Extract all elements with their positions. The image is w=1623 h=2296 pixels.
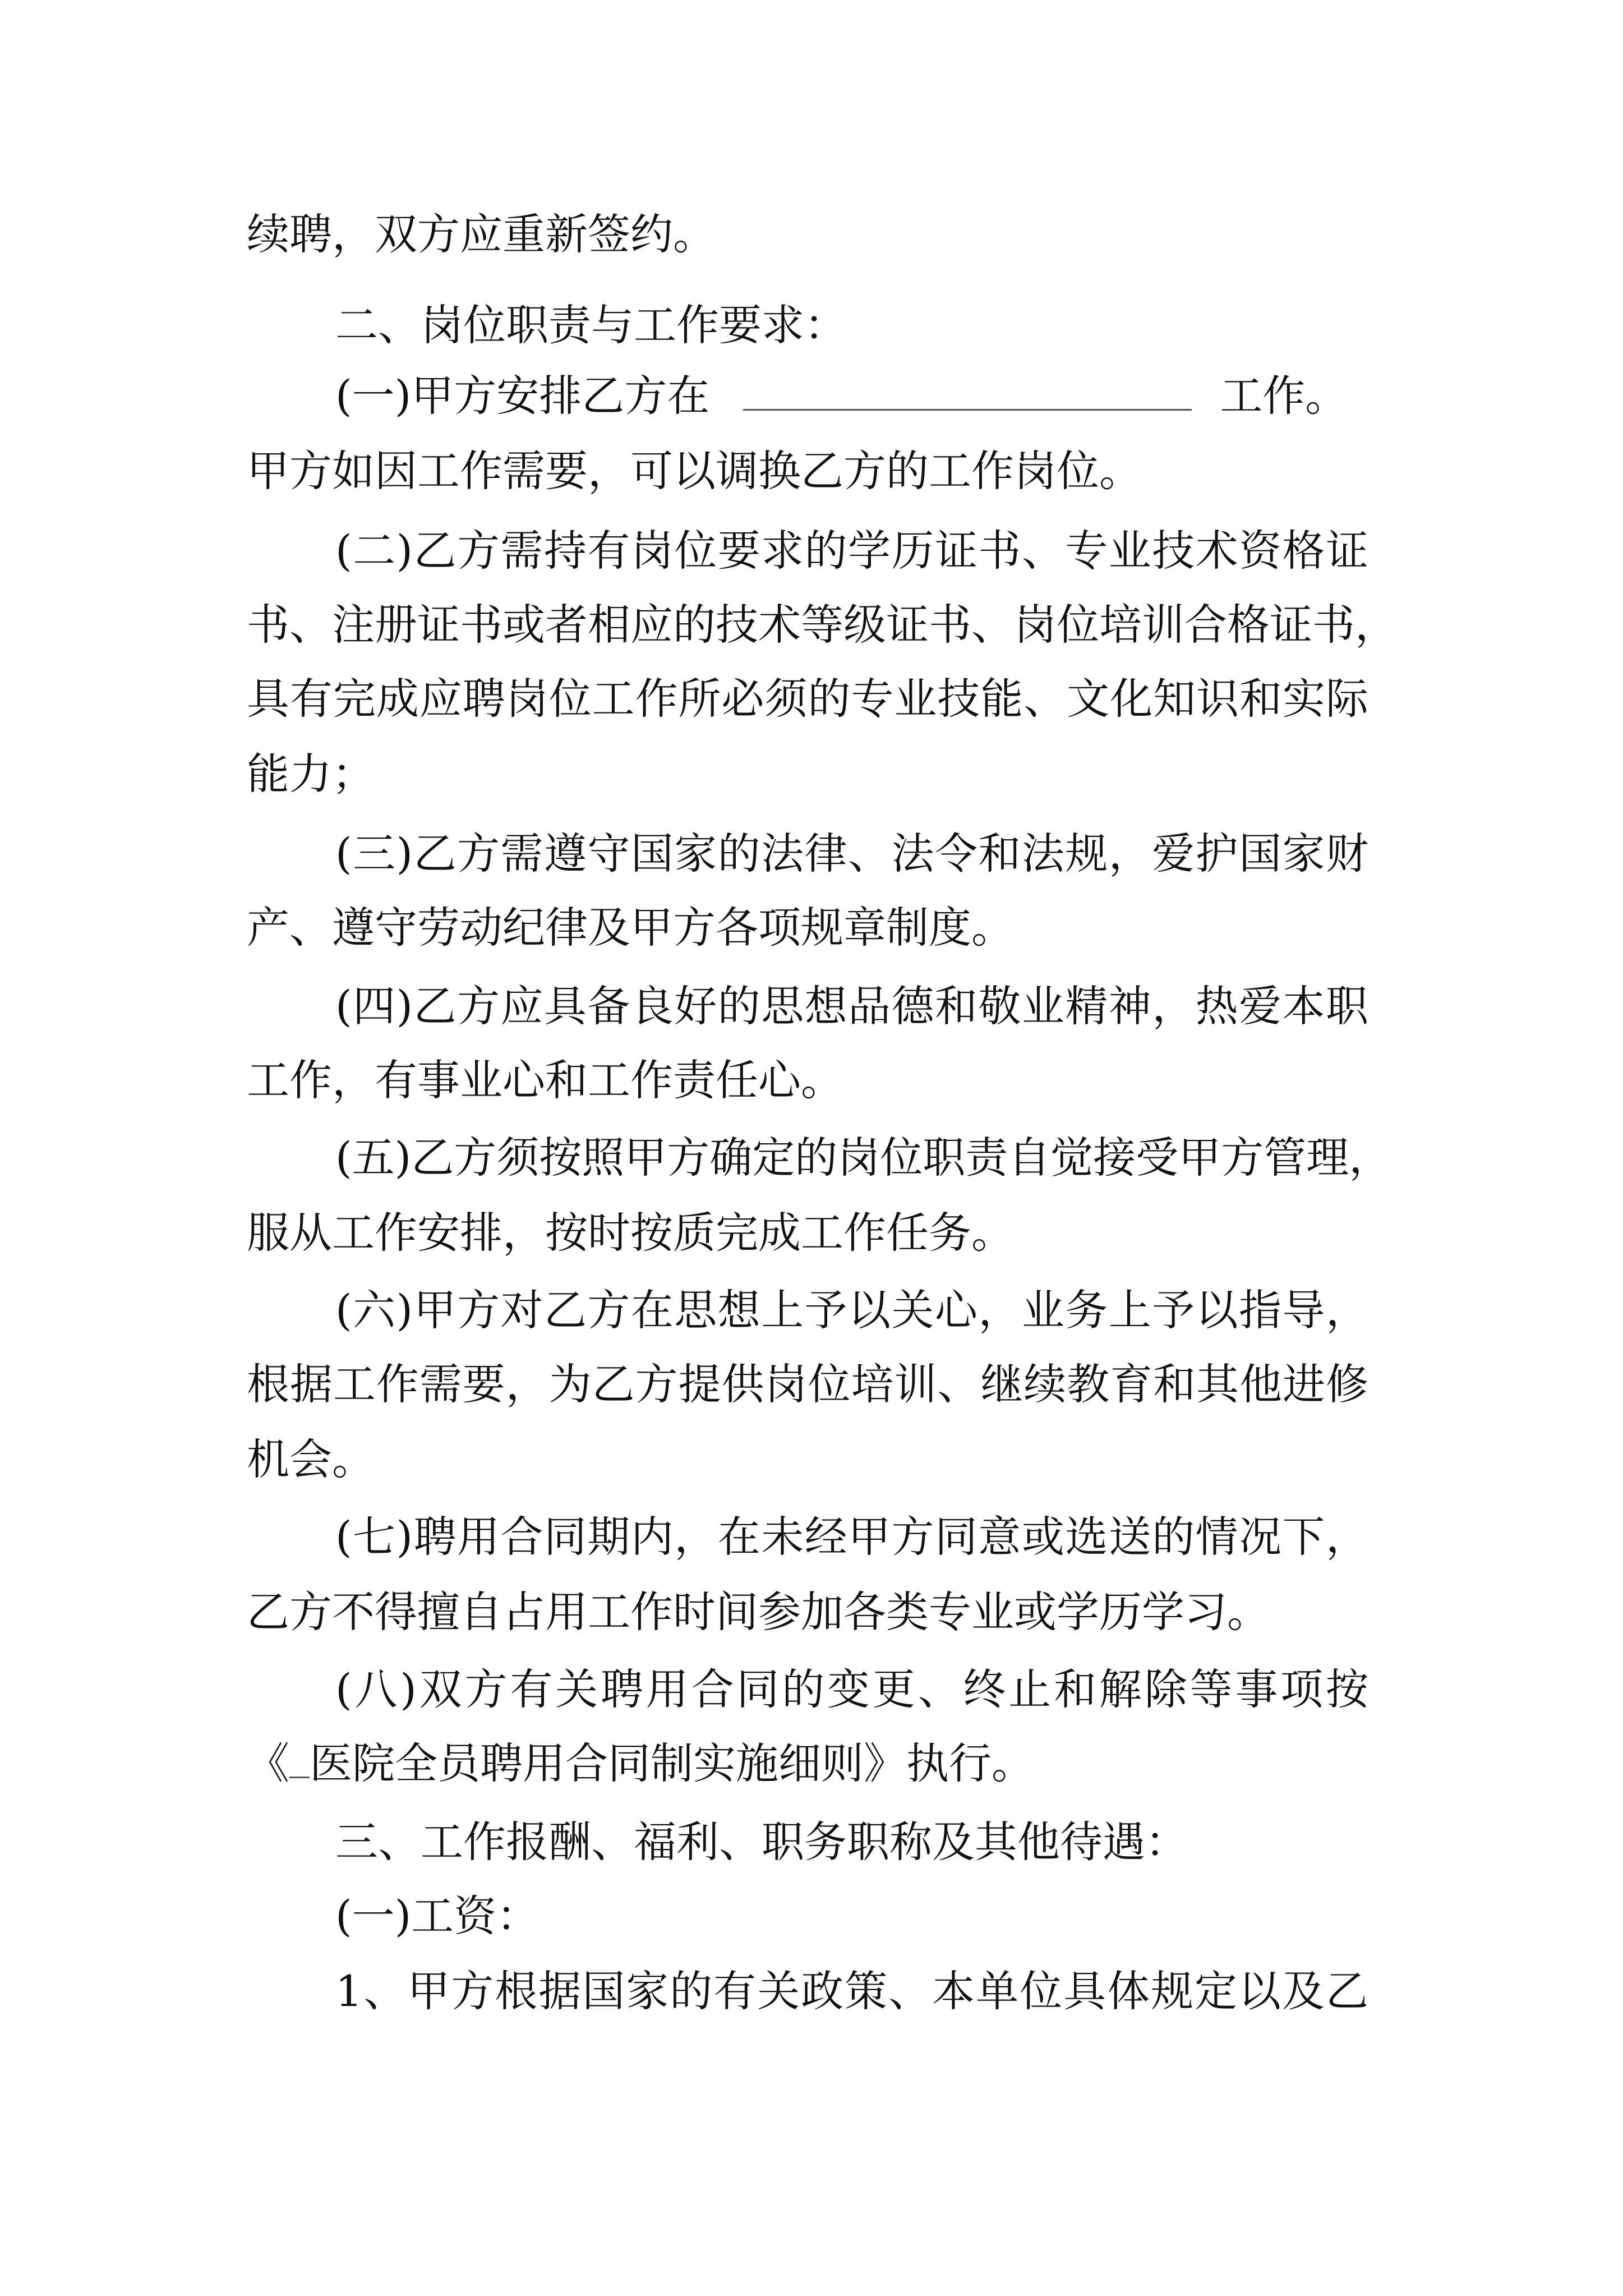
text-line: 1、甲方根据国家的有关政策、本单位具体规定以及乙 [335,1966,1368,2016]
text-line: 续聘，双方应重新签约。 [247,209,716,259]
text-line: 机会。 [247,1434,375,1484]
subsection-heading: (一)工资： [335,1891,540,1941]
text-line [247,1736,1034,1792]
text-line: 甲方如因工作需要，可以调换乙方的工作岗位。 [247,446,1142,496]
text-line: (二)乙方需持有岗位要求的学历证书、专业技术资格证 [335,526,1368,576]
text-line: (五)乙方须按照甲方确定的岗位职责自觉接受甲方管理， [335,1133,1392,1182]
section-heading: 二、岗位职责与工作要求： [335,300,847,350]
text-segment: 工作。 [1220,371,1348,421]
text-line: 能力； [247,749,375,799]
fill-in-blank[interactable] [743,375,1192,411]
text-line: (三)乙方需遵守国家的法律、法令和法规，爱护国家财 [335,829,1368,878]
text-line: (七)聘用合同期内，在未经甲方同意或选送的情况下， [335,1512,1368,1562]
text-segment: 《 [247,1738,289,1788]
section-heading: 三、工作报酬、福利、职务职称及其他待遇： [335,1817,1188,1867]
text-line: 工作，有事业心和工作责任心。 [247,1055,843,1105]
text-line [335,368,1348,424]
text-line: 根据工作需要，为乙方提供岗位培训、继续教育和其他进修 [247,1359,1368,1409]
text-segment: 医院全员聘用合同制实施细则》执行。 [310,1738,1034,1788]
text-line: 具有完成应聘岗位工作所必须的专业技能、文化知识和实际 [247,674,1368,724]
text-line: 产、遵守劳动纪律及甲方各项规章制度。 [247,903,1014,953]
text-line: (六)甲方对乙方在思想上予以关心，业务上予以指导， [335,1285,1368,1335]
text-line: 乙方不得擅自占用工作时间参加各类专业或学历学习。 [247,1587,1270,1637]
text-line: 书、注册证书或者相应的技术等级证书、岗位培训合格证书， [247,600,1398,650]
text-line: (八)双方有关聘用合同的变更、终止和解除等事项按 [335,1664,1368,1714]
text-segment: (一)甲方安排乙方在 [335,371,710,421]
text-line: 服从工作安排，按时按质完成工作任务。 [247,1208,1014,1258]
fill-in-blank[interactable] [289,1743,310,1778]
text-line: (四)乙方应具备良好的思想品德和敬业精神，热爱本职 [335,981,1368,1031]
